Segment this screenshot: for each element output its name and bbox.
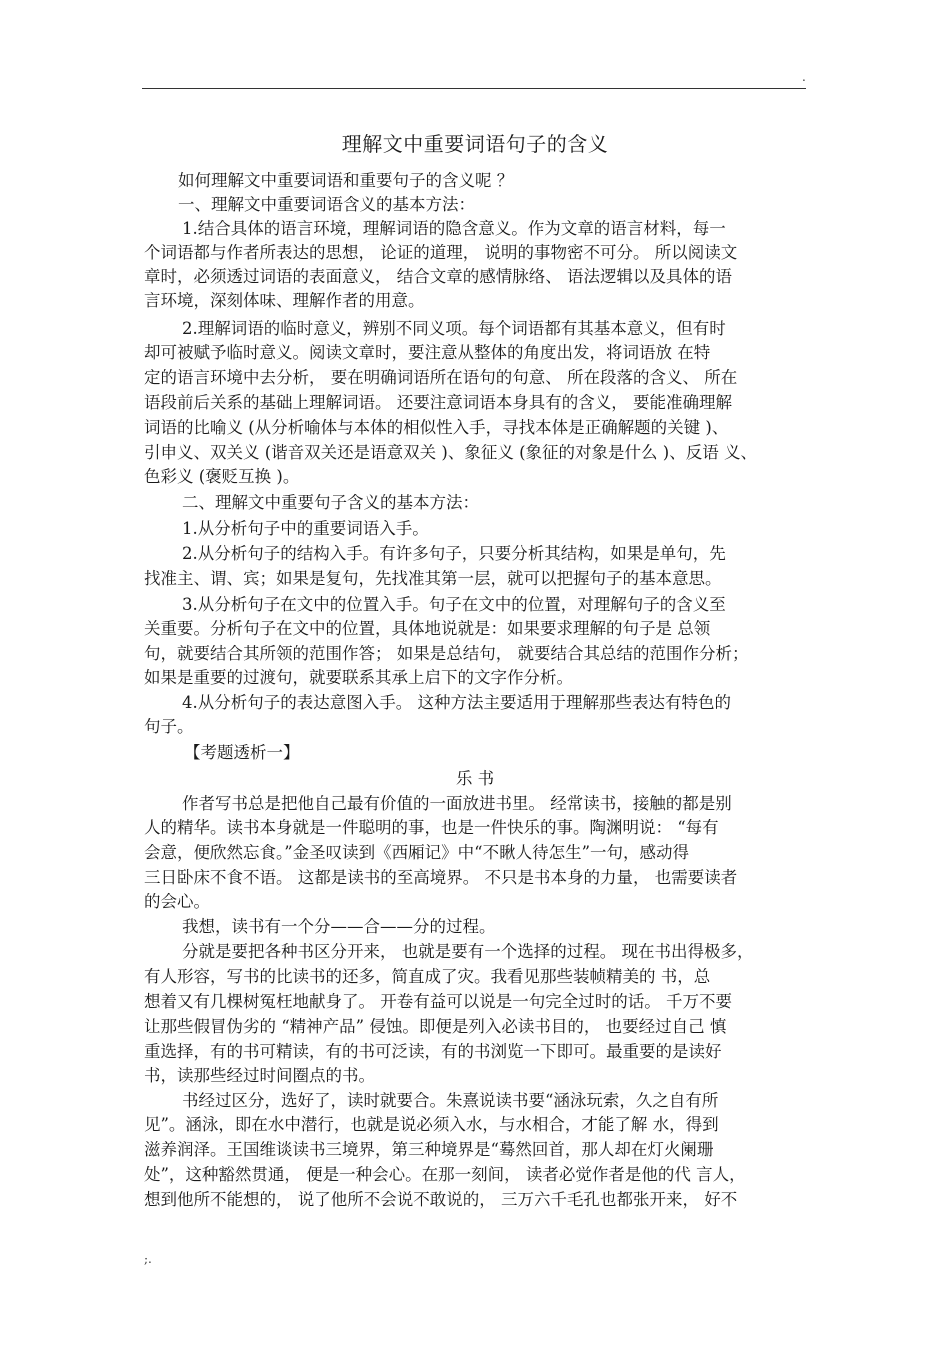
text-line: 2.理解词语的临时意义，辨别不同义项。每个词语都有其基本意义，但有时 xyxy=(182,319,726,338)
text-line: 二、理解文中重要句子含义的基本方法： xyxy=(182,493,479,512)
text-line: 引申义、双关义 (谐音双关还是语意双关 )、象征义 (象征的对象是什么 )、反语 义、 xyxy=(144,443,757,462)
text-line: 1.结合具体的语言环境，理解词语的隐含意义。作为文章的语言材料，每一 xyxy=(182,219,726,238)
text-line: 章时，必须透过词语的表面意义， 结合文章的感情脉络、 语法逻辑以及具体的语 xyxy=(144,267,732,286)
text-line: 见”。涵泳，即在水中潜行，也就是说必须入水，与水相合，才能了解 水，得到 xyxy=(144,1115,719,1134)
text-line: 关重要。分析句子在文中的位置，具体地说就是：如果要求理解的句子是 总领 xyxy=(144,619,711,638)
text-line: 3.从分析句子在文中的位置入手。句子在文中的位置，对理解句子的含义至 xyxy=(182,595,726,614)
text-line: 三日卧床不食不语。 这都是读书的至高境界。 不只是书本身的力量， 也需要读者 xyxy=(144,868,738,887)
text-line: 人的精华。读书本身就是一件聪明的事，也是一件快乐的事。陶渊明说： “每有 xyxy=(144,818,719,837)
text-line: 1.从分析句子中的重要词语入手。 xyxy=(182,519,429,538)
text-line: 却可被赋予临时意义。阅读文章时，要注意从整体的角度出发，将词语放 在特 xyxy=(144,343,711,362)
text-line: 如何理解文中重要词语和重要句子的含义呢 ？ xyxy=(178,171,514,190)
text-line: 处”，这种豁然贯通， 便是一种会心。在那一刻间， 读者必觉作者是他的代 言人， xyxy=(144,1165,746,1184)
footer-mark: ;. xyxy=(144,1252,152,1266)
text-line: 如果是重要的过渡句，就要联系其承上启下的文字作分析。 xyxy=(144,668,573,687)
text-line: 语段前后关系的基础上理解词语。 还要注意词语本身具有的含义， 要能准确理解 xyxy=(144,393,732,412)
text-line: 4.从分析句子的表达意图入手。 这种方法主要适用于理解那些表达有特色的 xyxy=(182,693,731,712)
section-label: 【考题透析一】 xyxy=(184,743,300,762)
text-line: 会意，便欣然忘食。”金圣叹读到《西厢记》中“不瞅人待怎生”一句，感动得 xyxy=(144,843,690,862)
text-line: 想着又有几棵树冤枉地献身了。 开卷有益可以说是一句完全过时的话。 千万不要 xyxy=(144,992,732,1011)
passage-title: 乐 书 xyxy=(455,769,495,788)
page-title: 理解文中重要词语句子的含义 xyxy=(341,132,609,156)
text-line: 词语的比喻义 (从分析喻体与本体的相似性入手，寻找本体是正确解题的关键 )、 xyxy=(144,418,729,437)
text-line: 重选择，有的书可精读，有的书可泛读，有的书浏览一下即可。最重要的是读好 xyxy=(144,1042,722,1061)
text-line: 作者写书总是把他自己最有价值的一面放进书里。 经常读书，接触的都是别 xyxy=(182,794,732,813)
text-line: 句，就要结合其所领的范围作答； 如果是总结句， 就要结合其总结的范围作分析； xyxy=(144,644,749,663)
text-line: 2.从分析句子的结构入手。有许多句子，只要分析其结构，如果是单句，先 xyxy=(182,544,726,563)
text-line: 书经过区分，选好了，读时就要合。朱熹说读书要“涵泳玩索，久之自有所 xyxy=(182,1091,719,1110)
text-line: 书，读那些经过时间圈点的书。 xyxy=(144,1066,375,1085)
text-line: 个词语都与作者所表达的思想， 论证的道理， 说明的事物密不可分。 所以阅读文 xyxy=(144,243,738,262)
text-line: 我想，读书有一个分——合——分的过程。 xyxy=(182,917,496,936)
header-mark: . xyxy=(802,70,806,84)
text-line: 言环境，深刻体味、理解作者的用意。 xyxy=(144,291,425,310)
text-line: 有人形容，写书的比读书的还多，简直成了灾。我看见那些装帧精美的 书，总 xyxy=(144,967,711,986)
text-line: 定的语言环境中去分析， 要在明确词语所在语句的句意、 所在段落的含义、 所在 xyxy=(144,368,738,387)
text-line: 一、理解文中重要词语含义的基本方法： xyxy=(178,195,475,214)
text-line: 让那些假冒伪劣的 “精神产品” 侵蚀。即便是列入必读书目的， 也要经过自己 慎 xyxy=(144,1017,727,1036)
text-line: 滋养润泽。王国维谈读书三境界，第三种境界是“蓦然回首，那人却在灯火阑珊 xyxy=(144,1140,714,1159)
header-rule xyxy=(142,88,806,89)
text-line: 找准主、谓、宾；如果是复句，先找准其第一层，就可以把握句子的基本意思。 xyxy=(144,569,722,588)
text-line: 的会心。 xyxy=(144,892,210,911)
text-line: 句子。 xyxy=(144,717,194,736)
text-line: 想到他所不能想的， 说了他所不会说不敢说的， 三万六千毛孔也都张开来， 好不 xyxy=(144,1190,738,1209)
text-line: 色彩义 (褒贬互换 )。 xyxy=(144,467,300,486)
text-line: 分就是要把各种书区分开来， 也就是要有一个选择的过程。 现在书出得极多， xyxy=(182,942,754,961)
